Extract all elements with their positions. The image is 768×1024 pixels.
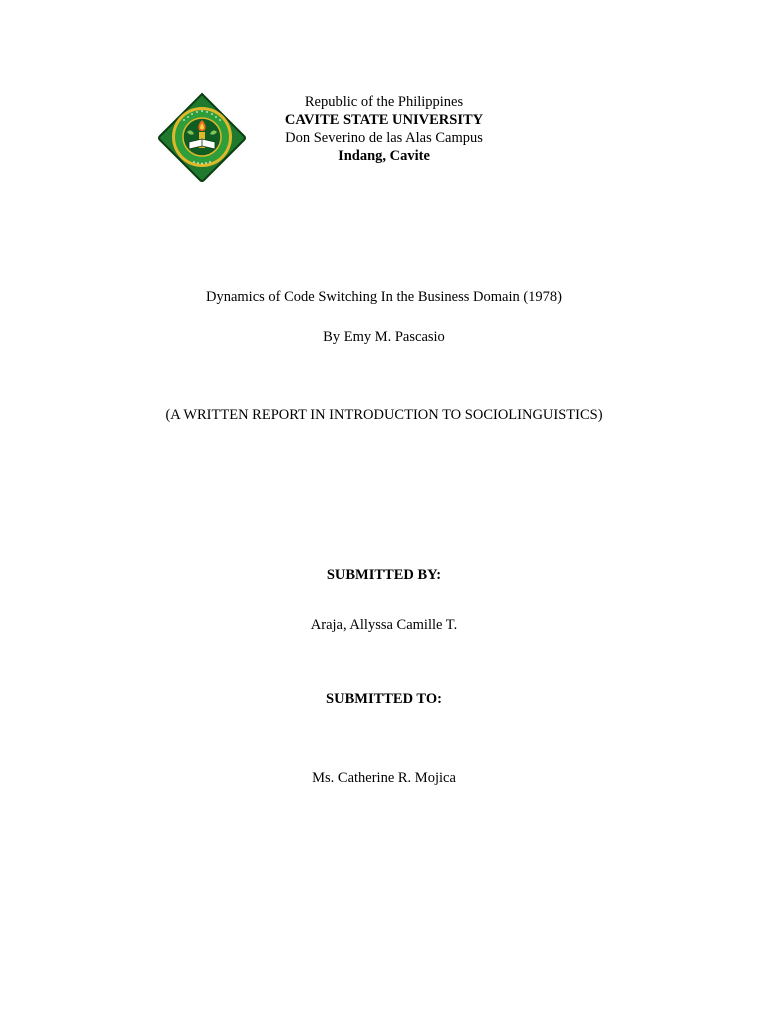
submitted-by-name: Araja, Allyssa Camille T. xyxy=(310,617,458,633)
republic-line: Republic of the Philippines xyxy=(304,94,464,110)
campus-location: Indang, Cavite xyxy=(338,148,430,164)
submitted-by-label: SUBMITTED BY: xyxy=(326,567,442,583)
submitted-to-name: Ms. Catherine R. Mojica xyxy=(312,770,456,786)
report-type: (A WRITTEN REPORT IN INTRODUCTION TO SOCIOLINGUISTICS) xyxy=(165,407,603,423)
campus-name: Don Severino de las Alas Campus xyxy=(285,130,483,146)
document-author: By Emy M. Pascasio xyxy=(323,329,445,345)
document-title: Dynamics of Code Switching In the Business Domain (1978) xyxy=(205,289,562,305)
submitted-to-label: SUBMITTED TO: xyxy=(326,691,442,707)
university-name: CAVITE STATE UNIVERSITY xyxy=(284,112,484,128)
institution-header xyxy=(234,93,534,165)
